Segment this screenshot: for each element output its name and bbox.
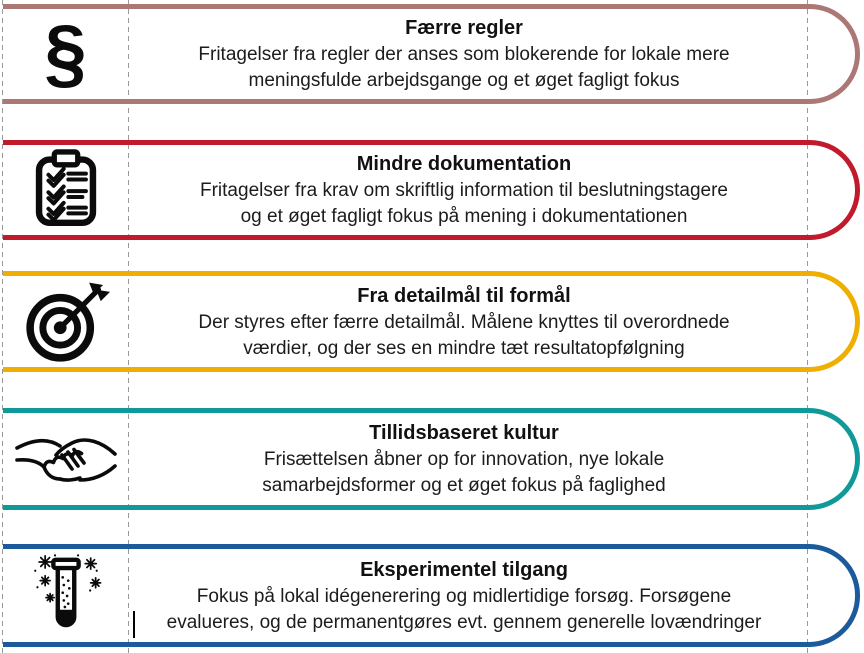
- block-text: [128, 14, 800, 94]
- block-mindre-dokumentation: [3, 140, 860, 240]
- handshake-icon: [14, 424, 118, 494]
- block-body-line: Der styres efter færre detailmål. Målene knyttes til overordnede: [198, 311, 730, 333]
- icon-cell: [3, 145, 128, 235]
- block-title: Færre regler: [405, 17, 523, 39]
- target-arrow-icon: [22, 280, 110, 364]
- block-title: Mindre dokumentation: [356, 153, 572, 175]
- section-sign-icon: §: [44, 10, 87, 97]
- block-text: [128, 419, 800, 499]
- block-eksperimentel-tilgang: [3, 544, 860, 647]
- block-body-line: meningsfulde arbejdsgange og et øget fagligt fokus: [248, 70, 680, 91]
- test-tube-icon: [26, 551, 106, 641]
- icon-cell: [3, 549, 128, 642]
- checklist-clipboard-icon: [28, 149, 104, 231]
- block-body-line: Fritagelser fra krav om skriftlig information til beslutningstagere: [200, 180, 728, 201]
- block-text: [128, 282, 800, 362]
- block-body-line: Fritagelser fra regler der anses som blokerende for lokale mere: [198, 44, 730, 65]
- block-text: [128, 556, 800, 636]
- block-body-line: værdier, og der ses en mindre tæt resultatopfølgning: [243, 337, 685, 359]
- block-body-line: og et øget fagligt fokus på mening i dokumentationen: [240, 206, 688, 227]
- block-faerre-regler: [3, 4, 860, 104]
- block-title: Eksperimentel tilgang: [360, 558, 568, 581]
- block-body-line: evalueres, og de permanentgøres evt. gennem generelle lovændringer: [166, 611, 762, 633]
- block-fra-detailmaal-til-formaal: [3, 271, 860, 372]
- block-title: Tillidsbaseret kultur: [369, 422, 559, 444]
- icon-cell: [3, 9, 128, 99]
- block-title: Fra detailmål til formål: [357, 284, 571, 307]
- icon-cell: [3, 276, 128, 367]
- icon-cell: [3, 413, 128, 505]
- block-body-line: samarbejdsformer og et øget fokus på faglighed: [262, 475, 666, 496]
- block-text: [128, 150, 800, 230]
- block-tillidsbaseret-kultur: [3, 408, 860, 510]
- text-cursor[interactable]: [133, 611, 135, 638]
- block-body-line: Frisættelsen åbner op for innovation, nye lokale: [263, 449, 665, 470]
- block-body-line: Fokus på lokal idégenerering og midlertidige forsøg. Forsøgene: [196, 585, 732, 607]
